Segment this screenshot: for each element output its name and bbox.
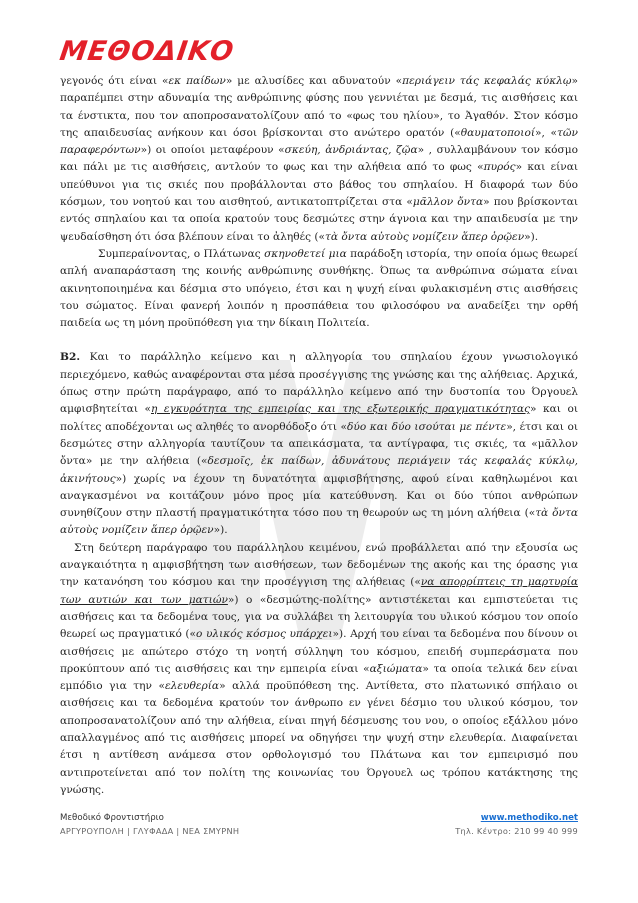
- text-run: » τα οποία τελικά δεν είναι εμπόδιο για την «: [60, 662, 578, 693]
- quote-fragment: ο υλικός κόσμος υπάρχει: [196, 628, 333, 641]
- text-run: γεγονός ότι είναι «: [60, 75, 169, 87]
- text-run: » και οι πολίτες αποδέχονται ως αληθές το ανορθόδοξο ότι «: [60, 403, 578, 433]
- text-run: ») οι οποίοι μεταφέρουν «: [140, 144, 285, 157]
- text-run: Συμπεραίνοντας, ο Πλάτωνας: [98, 247, 265, 260]
- text-run: »).: [213, 524, 228, 537]
- quote-fragment: τῶν παραφερόντων: [60, 126, 578, 157]
- text-run: » παραπέμπει στην αδυναμία της ανθρώπινης φύσης που γεννιέται με δεσμά, τις αισθήσεις και τα ένστικτα, που τον αποπροσανατολίζουν από το «φως του ηλίου», το Ἀγαθόν. Στον κόσμο της απαιδευσίας ανήκουν και όσοι βρίσκονται στο ανώτερο ορατόν («: [60, 75, 578, 139]
- quote-fragment: η εγκυρότητα της εμπειρίας και της εξωτερικής πραγματικότητας: [150, 403, 531, 416]
- footer: [60, 812, 578, 838]
- text-run: »).: [524, 230, 539, 243]
- quote-fragment: σκηνοθετεί μια: [264, 247, 347, 260]
- footer-locations: ΑΡΓΥΡΟΥΠΟΛΗ | ΓΛΥΦΑΔΑ | ΝΕΑ ΣΜΥΡΝΗ: [60, 826, 240, 836]
- quote-fragment: τὰ ὄντα αὐτοὺς νομίζειν ἅπερ ὁρῷεν: [325, 230, 525, 243]
- text-run: » που βρίσκονται εντός σπηλαίου και τα οποία κρατούν τους δεσμώτες στην άγνοια και την απαιδευσία με την ψευδαίσθηση ότι όσα βλέπουν είναι το ἀληθές («: [60, 196, 578, 243]
- text-run: »). Αρχή του είναι τα δεδομένα που δίνουν οι αισθήσεις με απώτερο στόχο τη νοητή σύλληψη του κόσμου, επειδή συμπεράσματα που προκύπτουν από τις αισθήσεις και την εμπειρία είναι «: [60, 628, 578, 675]
- text-run: παράδοξη ιστορία, την οποία όμως θεωρεί απλή αναπαράσταση της κοινής ανθρώπινης συνθήκης. Όπως τα ανθρώπινα σώματα είναι ακινητοποιημένα και δέσμια στο υπόγειο, έτσι και η ψυχή είναι φυλακισμένη στις αισθήσεις του σώματος. Είναι φανερή λοιπόν η προσπάθεια του φιλοσόφου να αναδείξει την ορθή παιδεία ως τη μόνη προϋπόθεση για την δίκαιη Πολιτεία.: [60, 247, 578, 330]
- footer-name: Μεθοδικό Φροντιστήριο: [60, 813, 164, 823]
- quote-fragment: εκ παίδων: [168, 75, 226, 87]
- quote-fragment: σκεύη, ἀνδριάντας, ζῷα: [284, 144, 418, 157]
- text-run: Στη δεύτερη παράγραφο του παράλληλου κειμένου, ενώ προβάλλεται από την εξουσία ως αναγκαιότητα η αμφισβήτηση των αισθήσεων, των δεδομένων της ακοής και της όρασης για την κατανόηση του κόσμου και την προσέγγιση της αλήθειας («: [60, 541, 578, 589]
- quote-fragment: τὰ ὄντα αὐτοὺς νομίζειν ἅπερ ὁρῷεν: [60, 507, 578, 537]
- quote-fragment: πυρός: [483, 161, 516, 174]
- text-run: » και είναι υπεύθυνοι για τις σκιές που προβάλλονται στο βάθος του σπηλαίου. Η διαφορά των δύο κόσμων, του νοητού και του αισθητού, αντικατοπτρίζεται στα «: [60, 161, 579, 209]
- text-run: » αλλά προϋπόθεση της. Αντίθετα, στο πλατωνικό σπήλαιο οι αισθήσεις και τα δεδομένα κρατούν τον άνθρωπο εν γένει δέσμιο του υλικού κόσμου, τον αποπροσανατολίζουν από την αλήθεια, είναι πηγή δέσμευσης του νου, ο οποίος εξάλλου μόνο απαλλαγμένος από τις αισθήσεις μπορεί να οδηγήσει την ψυχή στην ελευθερία. Διαφαίνεται έτσι η αντίθεση ανάμεσα στον ορθολογισμό του Πλάτωνα και τον εμπειρισμό που αντιπροτείνεται από τον πολίτη της κοινωνίας του Όργουελ ως τρόπου κατάκτησης της γνώσης.: [60, 680, 578, 796]
- quote-fragment: να απορρίπτεις τη μαρτυρία των αυτιών και των ματιών: [60, 576, 578, 606]
- logo: ΜΕΘΟΔΙΚΟ: [57, 36, 237, 67]
- quote-fragment: ελευθερία: [164, 680, 220, 693]
- quote-fragment: αξιώματα: [369, 662, 423, 675]
- quote-fragment: περιάγειν τάς κεφαλάς κύκλῳ: [402, 75, 572, 87]
- paragraph-gap: [60, 332, 578, 349]
- text-run: », «: [535, 126, 558, 139]
- footer-website-link[interactable]: www.methodiko.net: [480, 813, 578, 823]
- text-run: Και το παράλληλο κείμενο και η αλληγορία του σπηλαίου έχουν γνωσιολογικό περιεχόμενο, καθώς αναφέρονται στα μέσα προσέγγισης της γνώσης και της αλήθειας. Αρχικά, όπως στην πρώτη παράγραφο, από το παράλληλο κείμενο από την δυστοπία του Όργουελ αμφισβητείται «: [60, 351, 578, 416]
- section-label: Β2.: [60, 351, 81, 364]
- text-run: », έτσι και οι δεσμώτες στην αλληγορία ταυτίζουν τα απεικάσματα, τα αντίγραφα, τις σκιές, τα «μᾶλλον ὄντα» με την αλήθεια («: [60, 420, 578, 468]
- quote-fragment: δεσμοῖς, ἐκ παίδων, ἀδυνάτους περιάγειν τάς κεφαλάς κύκλῳ, ἀκινήτους: [60, 455, 578, 485]
- footer-phone: Τηλ. Κέντρο: 210 99 40 999: [455, 826, 578, 836]
- quote-fragment: μᾶλλον ὄντα: [412, 196, 484, 209]
- paragraph: [60, 73, 578, 246]
- quote-fragment: θαυματοποιοί: [460, 126, 535, 139]
- text-run: ») χωρίς να έχουν τη δυνατότητα αμφισβήτησης, αφού είναι καθηλωμένοι και αναγκασμένοι να κοιτάζουν μόνο προς μία κατεύθυνση. Και οι δύο τύποι ανθρώπων συνηθίζουν στην πλαστή πραγματικότητα τόσο που τη θεωρούν ως τη μόνη αλήθεια («: [60, 472, 578, 520]
- paragraph: [60, 540, 578, 799]
- text-run: » με αλυσίδες και αδυνατούν «: [225, 75, 403, 87]
- text-run: » , συλλαμβάνουν τον κόσμο και πάλι με τις αισθήσεις, αντλούν το φως και την αλήθεια από το φως «: [60, 144, 578, 174]
- text-run: ») ο «δεσμώτης-πολίτης» αντιστέκεται και εμπιστεύεται τις αισθήσεις και τα δεδομένα τους, για να συλλάβει τη λειτουργία του υλικού κόσμου τον οποίο θεωρεί ως πραγματικό («: [60, 593, 578, 641]
- paragraph: [60, 349, 578, 539]
- quote-fragment: δύο και δύο ισούται με πέντε: [347, 420, 507, 433]
- paragraph: [60, 246, 578, 332]
- document-body: [60, 73, 578, 799]
